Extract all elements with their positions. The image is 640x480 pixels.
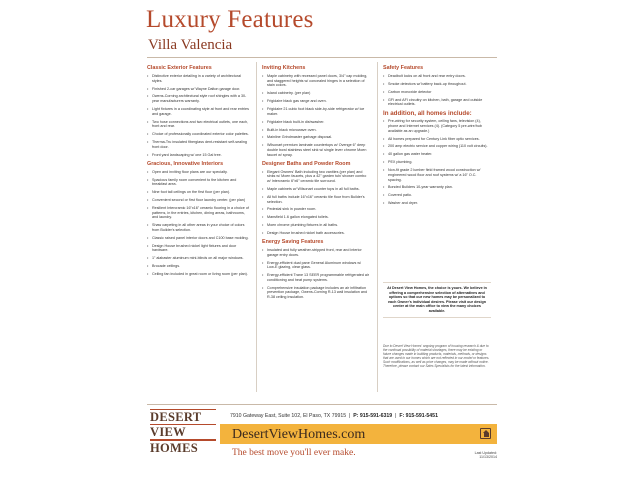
feature-item: • Mansfield 1.6 gallon elongated toilets. (262, 215, 370, 220)
section-interiors (147, 161, 249, 277)
section-kitchens (262, 65, 370, 157)
feature-item: • 40 gallon gas water heater. (383, 152, 491, 157)
title-divider (147, 57, 497, 58)
right-column (383, 62, 491, 209)
phone-number[interactable]: P: 915-591-6319 (353, 413, 393, 419)
footer-divider (147, 404, 497, 405)
feature-item: • Frigidaire black gas range and oven. (262, 99, 370, 104)
desert-view-homes-logo (150, 408, 216, 458)
feature-item: • Classic raised panel interior doors and C100 base molding. (147, 236, 249, 241)
feature-item: • 200 amp electric service and copper wiring (110 volt circuits). (383, 144, 491, 149)
feature-item: • Non-fit grade 2 lumber field framed wood construction w/ engineered wood floor and roof systems w/ a 16" O.C. spacing. (383, 168, 491, 182)
feature-item: • Island cabinetry. (per plan) (262, 91, 370, 96)
column-divider (256, 62, 257, 392)
logo-word: HOMES (150, 440, 199, 455)
feature-item: • Insulated and fully weather-stripped front, rear and interior garage entry doors. (262, 248, 370, 257)
feature-item: • Open and inviting floor plans are our specialty. (147, 170, 249, 175)
feature-item: • Two hose connections and two electrical outlets, one each, front and rear. (147, 120, 249, 129)
feature-item: • Therma-Tru insulated fiberglass dent-resistant self-sealing front door. (147, 140, 249, 149)
feature-item: • Choice of professionally coordinated exterior color palettes. (147, 132, 249, 137)
column-divider (377, 62, 378, 392)
section-title: Gracious, Innovative Interiors (147, 160, 224, 167)
section-baths (262, 161, 370, 236)
section-title: In addition, all homes include: (383, 110, 472, 118)
page-subtitle: Villa Valencia (148, 37, 233, 53)
feature-item: • Shaw carpeting in all other areas in your choice of colors from Builder's selection. (147, 223, 249, 232)
contact-line: 7910 Gateway East, Suite 102, El Paso, TX 79915 | P: 915-591-6319 | F: 915-591-5451 (230, 413, 438, 419)
feature-item: • Frigidaire 21 cubic foot black side-by-side refrigerator w/ ice maker. (262, 107, 370, 116)
tagline: The best move you'll ever make. (232, 448, 356, 458)
feature-item: • Ceiling fan included in great room or living room (per plan). (147, 272, 249, 277)
feature-item: • Comprehensive insulation package includes an air infiltration prevention package, Owens-Corning R-13 wall insulation and R-38 ceiling insulation. (262, 286, 370, 300)
feature-item: • Brocade ceilings. (147, 264, 249, 269)
feature-item: • Pre-wiring for security system, ceiling fans, television (4), phone and Internet services (4). (Category 5 pre-wire/hub available as an upgrade.) (383, 119, 491, 133)
disclaimer: Due to Desert View Homes' ongoing program of housing research & due to the continual possibility of material shortages, there may be existing or future changes made in building products, materials, methods, or designs that are used in our homes which are not reflected in our model or features. Such modifications, as well as price changes, may be made without notice. Therefore, please contact our Sales Specialists for the latest information. (383, 344, 490, 369)
feature-item: • Bonded Builders 10-year warranty plan. (383, 185, 491, 190)
feature-item: • Wilsonart premium laminate countertops w/ Ovenge 6" deep double bowl stainless steel sink w/ single lever chrome Moen faucet w/ spray. (262, 143, 370, 157)
feature-item: • GFI and AFI circuitry on kitchen, bath, garage and outside electrical outlets. (383, 98, 491, 107)
equal-housing-icon (480, 428, 491, 439)
feature-item: • Maple cabinets w/ Wilsonart counter tops in all full baths. (262, 187, 370, 192)
feature-item: • All full baths include 16"x16" ceramic tile floor from Builder's selection. (262, 195, 370, 204)
section-title: Designer Baths and Powder Room (262, 160, 351, 167)
feature-item: • Washer and dryer. (383, 201, 491, 206)
feature-item: • Light fixtures in a coordinating style at front and rear entries and garage. (147, 107, 249, 116)
feature-item: • Covered patio. (383, 193, 491, 198)
feature-item: • Carbon monoxide detector (383, 90, 491, 95)
address: 7910 Gateway East, Suite 102, El Paso, TX 79915 (230, 413, 347, 419)
equal-housing-body (484, 433, 489, 437)
feature-item: • Front yard landscaping w/ one 15 Gal tree. (147, 153, 249, 158)
section-title: Inviting Kitchens (262, 65, 306, 71)
feature-item: • Distinctive exterior detailing in a variety of architectural styles. (147, 74, 249, 83)
section-title: Energy Saving Features (262, 238, 324, 245)
feature-item: • All homes prepared for Century Link fiber optic services. (383, 137, 491, 142)
feature-item: • Frigidaire black built-in dishwasher. (262, 120, 370, 125)
feature-item: • Resilient Intercramic 16"x16" ceramic flooring in a choice of patterns, in the entries, kitchen, dining areas, bathrooms, and laundry. (147, 206, 249, 220)
logo-word: DESERT (150, 410, 202, 425)
feature-item: • Energy-efficient Trane 13 SEER programmable refrigerated air conditioning and heat pump systems. (262, 273, 370, 282)
last-updated-label: Last Updated: (474, 451, 497, 455)
feature-item: • Deadbolt locks on all front and rear entry doors. (383, 74, 491, 79)
feature-item: • Energy-efficient dual pane General Aluminum windows w/ Low-E glazing, clear glass. (262, 261, 370, 270)
last-updated (455, 451, 497, 460)
section-safety (383, 65, 491, 107)
feature-item: • Convenient second or first floor laundry center. (per plan) (147, 198, 249, 203)
feature-item: • 1" alabaster aluminum mini-blinds on all major windows. (147, 256, 249, 261)
left-column (147, 62, 249, 280)
feature-item: • Spacious family room convenient to the kitchen and breakfast area. (147, 178, 249, 187)
feature-item: • Built-in black microwave oven. (262, 128, 370, 133)
feature-item: • Elegant Owners' Bath including two vanities (per plan) and sinks w/ Moen faucets, plus a 42" garden tub/ shower combo w/ Intercramic 6"x6" ceramic tile surround. (262, 170, 370, 184)
page-title: Luxury Features (146, 6, 314, 33)
last-updated-date: 11/13/2014 (479, 455, 497, 460)
website-link[interactable]: DesertViewHomes.com (232, 427, 366, 442)
feature-item: • Moen chrome plumbing fixtures in all baths. (262, 223, 370, 228)
section-in-addition (383, 110, 491, 206)
choice-notice: At Desert View Homes, the choice is yours. We believe in offering a comprehensive selection of alternatives and options so that our new homes may be personalized to each Owner's individual desires. Please visit our design center at the main office to view the many choices available. (383, 282, 491, 318)
feature-item: • Design House brushed nickel light fixtures and door hardware. (147, 244, 249, 253)
feature-item: • Owens-Corning architectural style roof shingles with a 30-year manufacturers warranty. (147, 94, 249, 103)
section-title: Classic Exterior Features (147, 65, 212, 71)
feature-item: • Finished 2-car garages w/ Wayne Dalton garage door. (147, 87, 249, 92)
section-title: Safety Features (383, 65, 424, 71)
fax-number: F: 915-591-5451 (399, 413, 438, 419)
section-classic-exterior (147, 65, 249, 157)
middle-column (262, 62, 370, 303)
logo-word: VIEW (150, 425, 186, 440)
section-energy (262, 239, 370, 300)
feature-item: • PEX plumbing. (383, 160, 491, 165)
feature-item: • Design House brushed nickel bath accessories. (262, 231, 370, 236)
feature-item: • Nine foot tall ceilings on the first floor (per plan). (147, 190, 249, 195)
feature-item: • Mainline Grindmaster garbage disposal. (262, 135, 370, 140)
feature-item: • Maple cabinetry with recessed panel doors, 3/4" cap molding, and staggered heights w/ concealed hinges in a selection of stain colors. (262, 74, 370, 88)
feature-item: • Smoke detectors w/ battery back-up throughout. (383, 82, 491, 87)
feature-item: • Pedestal sink in powder room. (262, 207, 370, 212)
